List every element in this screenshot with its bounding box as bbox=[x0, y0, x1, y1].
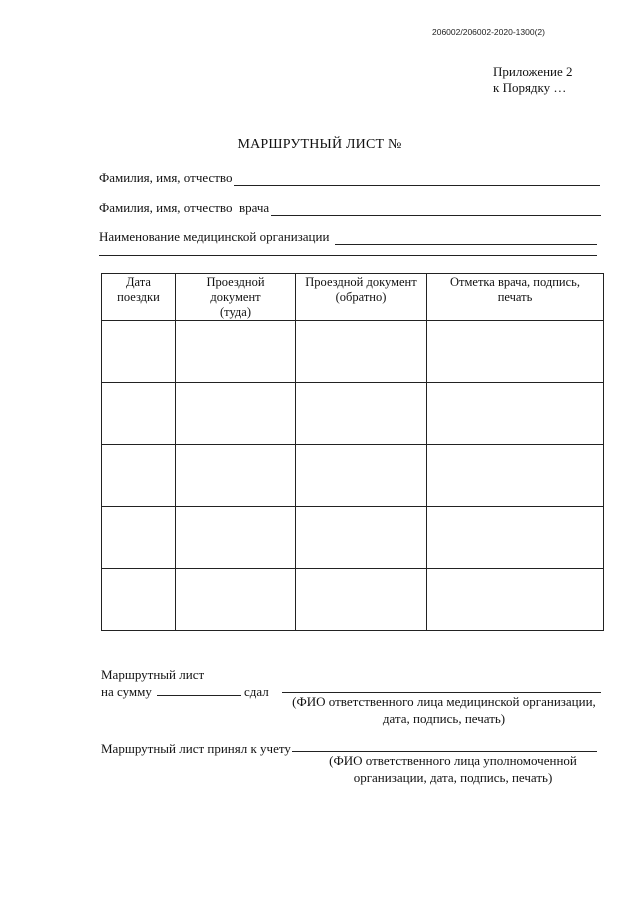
submitted-suffix-label: сдал bbox=[244, 684, 269, 699]
table-cell[interactable] bbox=[176, 321, 296, 383]
header-text: Дата bbox=[126, 275, 151, 289]
header-text: печать bbox=[497, 290, 533, 304]
table-cell[interactable] bbox=[296, 445, 427, 507]
annex-reference bbox=[493, 64, 573, 96]
header-text: Проездной документ bbox=[305, 275, 417, 289]
submitted-amount-label: на сумму bbox=[101, 684, 156, 699]
table-header-row bbox=[102, 274, 604, 321]
header-text: поездки bbox=[117, 290, 160, 304]
organization-continuation-line[interactable] bbox=[99, 255, 597, 256]
patient-name-line[interactable] bbox=[234, 173, 600, 186]
table-row bbox=[102, 569, 604, 631]
acceptor-caption-line-1: (ФИО ответственного лица уполномоченной bbox=[329, 753, 577, 768]
table-cell[interactable] bbox=[427, 383, 604, 445]
submitter-caption-line-2: дата, подпись, печать) bbox=[382, 711, 506, 726]
submitter-caption bbox=[282, 693, 606, 727]
route-table bbox=[101, 273, 604, 631]
patient-name-field bbox=[99, 170, 600, 186]
table-cell[interactable] bbox=[102, 507, 176, 569]
organization-field bbox=[99, 229, 597, 245]
patient-name-label: Фамилия, имя, отчество bbox=[99, 170, 233, 185]
document-code: 206002/206002-2020-1300(2) bbox=[432, 27, 545, 37]
header-text: (обратно) bbox=[335, 290, 387, 304]
acceptor-caption bbox=[318, 752, 588, 786]
header-ticket-there bbox=[176, 274, 296, 321]
table-cell[interactable] bbox=[176, 445, 296, 507]
doctor-name-line[interactable] bbox=[271, 203, 601, 216]
amount-line[interactable] bbox=[157, 695, 241, 696]
table-cell[interactable] bbox=[427, 321, 604, 383]
table-row bbox=[102, 507, 604, 569]
annex-line-1: Приложение 2 bbox=[493, 64, 573, 79]
table-cell[interactable] bbox=[102, 321, 176, 383]
acceptor-caption-line-2: организации, дата, подпись, печать) bbox=[353, 770, 553, 785]
submitter-caption-line-1: (ФИО ответственного лица медицинской организации, bbox=[292, 694, 596, 709]
annex-line-2: к Порядку … bbox=[493, 80, 567, 95]
table-row bbox=[102, 445, 604, 507]
organization-label: Наименование медицинской организации bbox=[99, 229, 333, 244]
table-row bbox=[102, 383, 604, 445]
page-title: МАРШРУТНЫЙ ЛИСТ № bbox=[237, 137, 402, 152]
header-ticket-back bbox=[296, 274, 427, 321]
table-cell[interactable] bbox=[176, 507, 296, 569]
header-doctor-mark bbox=[427, 274, 604, 321]
table-cell[interactable] bbox=[102, 383, 176, 445]
doctor-name-label: Фамилия, имя, отчество врача bbox=[99, 200, 270, 215]
table-cell[interactable] bbox=[427, 445, 604, 507]
table-cell[interactable] bbox=[176, 383, 296, 445]
table-cell[interactable] bbox=[102, 569, 176, 631]
table-cell[interactable] bbox=[102, 445, 176, 507]
table-cell[interactable] bbox=[296, 569, 427, 631]
header-trip-date bbox=[102, 274, 176, 321]
table-cell[interactable] bbox=[176, 569, 296, 631]
accepted-label: Маршрутный лист принял к учету bbox=[101, 741, 291, 756]
doctor-name-field bbox=[99, 200, 601, 216]
table-cell[interactable] bbox=[296, 507, 427, 569]
submitted-label-line-1: Маршрутный лист bbox=[101, 667, 205, 682]
table-cell[interactable] bbox=[427, 507, 604, 569]
organization-line[interactable] bbox=[335, 232, 597, 245]
table-row bbox=[102, 321, 604, 383]
header-text: (туда) bbox=[220, 305, 251, 319]
table-cell[interactable] bbox=[296, 383, 427, 445]
table-cell[interactable] bbox=[296, 321, 427, 383]
table-cell[interactable] bbox=[427, 569, 604, 631]
header-text: документ bbox=[210, 290, 261, 304]
header-text: Проездной bbox=[206, 275, 265, 289]
header-text: Отметка врача, подпись, bbox=[450, 275, 580, 289]
